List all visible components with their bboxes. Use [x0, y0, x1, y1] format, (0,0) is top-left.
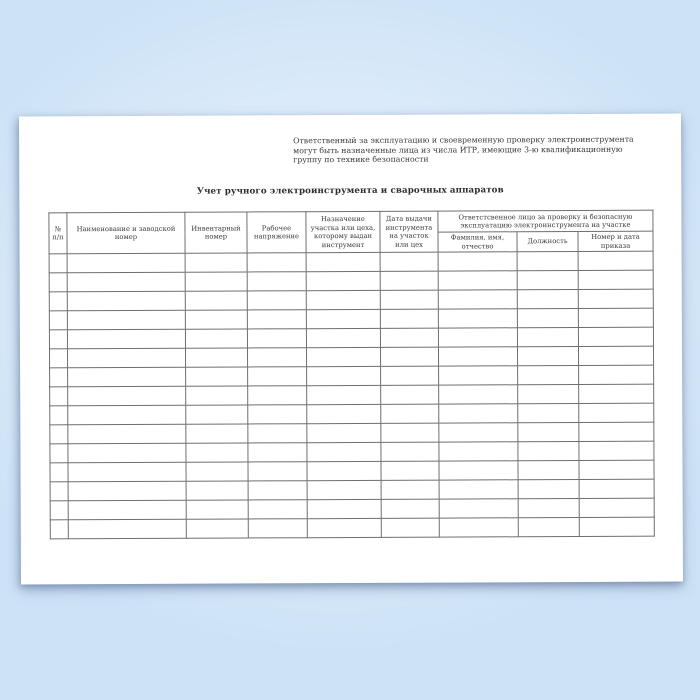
table-cell-name-serial [67, 348, 185, 368]
table-cell-section-purpose [307, 461, 381, 480]
header-cell-voltage: Рабочее напряжение [247, 212, 306, 253]
table-cell-order-number [579, 479, 654, 498]
table-cell-name-serial [67, 253, 185, 273]
table-cell-voltage [248, 500, 307, 519]
table-row [49, 308, 653, 330]
table-cell-order-number [579, 422, 654, 441]
table-cell-section-purpose [307, 499, 381, 518]
table-cell-name-serial [67, 329, 185, 349]
table-cell-inventory [185, 253, 247, 272]
paper-sheet [19, 114, 683, 585]
table-cell-issue-date [381, 442, 439, 461]
header-cell-issue-date: Дата выдачи инструмента на участок или цех [380, 211, 438, 252]
table-cell-inventory [186, 462, 248, 481]
table-cell-position [518, 461, 579, 480]
table-cell-name-serial [68, 519, 186, 539]
table-cell-voltage [248, 519, 307, 538]
table-cell-inventory [186, 443, 248, 462]
table-cell-name-serial [68, 443, 186, 463]
table-row [50, 384, 654, 406]
table-cell-fio [438, 252, 517, 271]
table-cell-voltage [247, 310, 306, 329]
table-row [50, 422, 654, 444]
table-cell-voltage [248, 462, 307, 481]
table-cell-order-number [578, 270, 653, 289]
table-cell-fio [438, 290, 517, 309]
table-cell-position [518, 423, 579, 442]
table-cell-voltage [247, 348, 306, 367]
table-cell-inventory [185, 310, 247, 329]
table-row [49, 346, 653, 368]
table-cell-issue-date [381, 461, 439, 480]
table-cell-position [517, 252, 578, 271]
table-cell-name-serial [68, 367, 186, 387]
table-row [49, 327, 653, 349]
table-cell-section-purpose [307, 404, 381, 423]
table-cell-section-purpose [307, 442, 381, 461]
table-cell-voltage [247, 291, 306, 310]
table-cell-order-number [579, 441, 654, 460]
table-cell-order-number [578, 289, 653, 308]
table-cell-section-purpose [306, 290, 380, 309]
table-cell-fio [439, 461, 518, 480]
table-cell-issue-date [381, 499, 439, 518]
table-cell-inventory [185, 291, 247, 310]
table-cell-section-purpose [306, 347, 380, 366]
table-cell-name-serial [68, 481, 186, 501]
table-cell-issue-date [381, 480, 439, 499]
table-cell-num [49, 273, 67, 292]
table-cell-name-serial [68, 462, 186, 482]
table-cell-position [517, 290, 578, 309]
table-cell-voltage [248, 481, 307, 500]
table-cell-num [49, 311, 67, 330]
header-group-responsible-person: Ответстсвенное лицо за проверку и безопасную эксплуатацию электроинструмента на участке [438, 210, 653, 232]
table-cell-fio [439, 518, 518, 537]
table-cell-fio [439, 423, 518, 442]
table-cell-fio [438, 271, 517, 290]
table-cell-fio [439, 480, 518, 499]
table-cell-fio [438, 347, 517, 366]
header-cell-position: Должность [517, 232, 578, 252]
table-cell-name-serial [68, 386, 186, 406]
responsibility-note: Ответственный за эксплуатацию и своевременную проверку электроинструмента могут быть назначенные лица из числа ИТР, имеющие 3-ю квалификационную группу по технике безопасности [293, 134, 634, 165]
table-cell-position [518, 499, 579, 518]
table-cell-name-serial [68, 424, 186, 444]
table-cell-num [50, 482, 68, 501]
table-cell-fio [439, 385, 518, 404]
table-cell-inventory [186, 367, 248, 386]
table-cell-num [50, 501, 68, 520]
table-cell-fio [439, 404, 518, 423]
table-cell-voltage [247, 272, 306, 291]
table-cell-voltage [248, 405, 307, 424]
table-cell-position [518, 518, 579, 537]
table-cell-voltage [248, 367, 307, 386]
table-cell-voltage [248, 424, 307, 443]
table-row [50, 403, 654, 425]
table-cell-position [518, 480, 579, 499]
table-cell-order-number [578, 251, 653, 270]
table-cell-num [50, 520, 68, 539]
table-cell-position [517, 347, 578, 366]
table-cell-inventory [186, 500, 248, 519]
table-cell-position [518, 404, 579, 423]
table-cell-inventory [185, 329, 247, 348]
table-cell-fio [439, 366, 518, 385]
table-cell-section-purpose [307, 423, 381, 442]
table-cell-num [49, 292, 67, 311]
table-cell-issue-date [380, 271, 438, 290]
table-cell-name-serial [67, 310, 185, 330]
header-cell-fio: Фамилия, имя, отчество [438, 232, 517, 252]
table-cell-position [518, 366, 579, 385]
table-cell-num [50, 463, 68, 482]
header-cell-num: № п/п [49, 213, 67, 254]
table-cell-voltage [247, 253, 306, 272]
table-cell-issue-date [380, 290, 438, 309]
table-cell-voltage [247, 329, 306, 348]
table-cell-issue-date [381, 366, 439, 385]
page-title: Учет ручного электроинструмента и сварочных аппаратов [196, 185, 504, 197]
table-cell-inventory [186, 386, 248, 405]
header-cell-name-serial: Наименование и заводской номер [67, 212, 185, 254]
table-row [50, 498, 654, 520]
table-row [49, 251, 653, 273]
table-cell-issue-date [380, 328, 438, 347]
table-cell-order-number [578, 308, 653, 327]
table-cell-order-number [579, 365, 654, 384]
table-cell-name-serial [68, 405, 186, 425]
table-cell-fio [438, 328, 517, 347]
table-cell-issue-date [381, 518, 439, 537]
register-table [48, 210, 654, 540]
table-row [49, 289, 653, 311]
table-cell-fio [439, 442, 518, 461]
table-cell-num [50, 425, 68, 444]
table-row [50, 365, 654, 387]
table-cell-order-number [578, 327, 653, 346]
table-cell-position [518, 385, 579, 404]
table-cell-order-number [579, 403, 654, 422]
table-cell-order-number [579, 384, 654, 403]
table-cell-inventory [186, 519, 248, 538]
table-cell-num [50, 444, 68, 463]
table-cell-fio [439, 499, 518, 518]
table-row [49, 270, 653, 292]
table-cell-num [50, 406, 68, 425]
table-cell-section-purpose [306, 328, 380, 347]
table-cell-issue-date [380, 347, 438, 366]
table-cell-issue-date [381, 385, 439, 404]
table-cell-fio [438, 309, 517, 328]
table-cell-section-purpose [306, 309, 380, 328]
table-cell-name-serial [67, 291, 185, 311]
table-cell-inventory [185, 272, 247, 291]
table-cell-name-serial [67, 272, 185, 292]
table-cell-voltage [248, 386, 307, 405]
table-cell-issue-date [380, 252, 438, 271]
table-cell-voltage [248, 443, 307, 462]
table-cell-order-number [579, 460, 654, 479]
table-cell-inventory [186, 424, 248, 443]
header-cell-order-number: Номер и дата приказа [578, 231, 653, 251]
table-cell-section-purpose [307, 480, 381, 499]
table-cell-num [49, 349, 67, 368]
table-row [50, 441, 654, 463]
header-cell-inventory: Инвентарный номер [185, 212, 247, 253]
table-cell-name-serial [68, 500, 186, 520]
table-cell-issue-date [380, 309, 438, 328]
table-cell-order-number [578, 346, 653, 365]
table-cell-section-purpose [306, 252, 380, 271]
table-cell-section-purpose [307, 385, 381, 404]
table-cell-section-purpose [307, 366, 381, 385]
table-cell-issue-date [381, 423, 439, 442]
table-row [50, 517, 654, 539]
table-cell-num [50, 387, 68, 406]
table-row [50, 479, 654, 501]
table-cell-inventory [185, 348, 247, 367]
table-cell-num [49, 254, 67, 273]
table-cell-num [49, 330, 67, 349]
table-cell-order-number [579, 517, 654, 536]
table-cell-section-purpose [307, 518, 381, 537]
table-cell-position [517, 309, 578, 328]
table-row [50, 460, 654, 482]
table-cell-num [50, 368, 68, 387]
table-cell-inventory [186, 481, 248, 500]
table-cell-issue-date [381, 404, 439, 423]
table-cell-position [517, 328, 578, 347]
table-cell-position [517, 271, 578, 290]
table-cell-position [518, 442, 579, 461]
header-cell-section-purpose: Назначение участка или цеха, которому выдан инструмент [306, 211, 380, 252]
table-cell-order-number [579, 498, 654, 517]
table-cell-inventory [186, 405, 248, 424]
table-cell-section-purpose [306, 271, 380, 290]
